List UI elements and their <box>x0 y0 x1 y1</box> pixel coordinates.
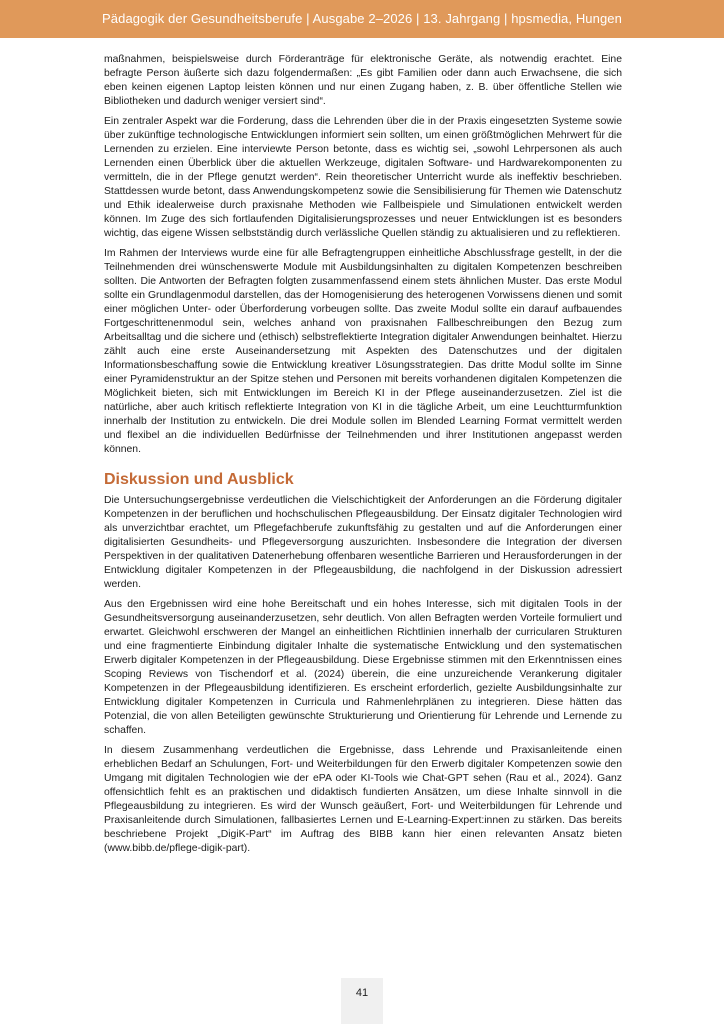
section-heading: Diskussion und Ausblick <box>104 471 294 488</box>
body-paragraph: Ein zentraler Aspekt war die Forderung, dass die Lehrenden über die in der Praxis eingesetzten Systeme sowie über zukünftige technologische Entwicklungen informiert sein sollten, um einen größtmöglichen Mehrwert für die Lernenden zu erzielen. Eine interviewte Person betonte, dass es wichtig sei, „sowohl Lehrpersonen als auch Lernenden einen Überblick über die aktuellen Werkzeuge, digitalen Software- und Hardwarekomponenten zu vermitteln, die in der Pflege genutzt werden“. Rein theoretischer Unterricht wurde als ineffektiv beschrieben. Stattdessen wurde betont, dass Anwendungskompetenz sowie die Sensibilisierung für Themen wie Datenschutz und Ethik idealerweise durch praxisnahe Methoden wie Fallbeispiele und Simulationen entwickelt werden können. Im Zuge des sich fortlaufenden Digitalisierungsprozesses und neuer Entwicklungen ist es besonders wichtig, das eigene Wissen selbstständig durch verlässliche Quellen ständig zu aktualisieren und zu reflektieren. <box>104 116 622 239</box>
article-body <box>104 53 622 862</box>
running-header <box>0 0 724 38</box>
body-paragraph: Aus den Ergebnissen wird eine hohe Bereitschaft und ein hohes Interesse, sich mit digitalen Tools in der Gesundheitsversorgung auseinanderzusetzen, sehr deutlich. Von allen Befragten werden Vorteile formuliert und erwartet. Gleichwohl erschweren der Mangel an einheitlichen Richtlinien innerhalb der curricularen Strukturen und eine fragmentierte Einbindung digitaler Inhalte die systematische Entwicklung und den systematischen Erwerb digitaler Kompetenzen in der Pflegeausbildung. Diese Ergebnisse stimmen mit den Erkenntnissen eines Scoping Reviews von Tischendorf et al. (2024) überein, die eine unzureichende Verankerung digitaler Kompetenzen in der Pflegeausbildung identifizieren. Es erscheint erforderlich, gezielte Ausbildungsinhalte zur Entwicklung digitaler Kompetenzen in Curricula und Rahmenlehrplänen zu integrieren. Diese hätten das Potenzial, die von allen Beteiligten gewünschte Strukturierung und Orientierung für Lehrende und Lernende zu schaffen. <box>104 599 622 736</box>
body-paragraph: maßnahmen, beispielsweise durch Förderanträge für elektronische Geräte, als notwendig erachtet. Eine befragte Person äußerte sich dazu folgendermaßen: „Es gibt Familien oder dann auch Erwachsene, die sich eben keinen eigenen Laptop leisten können und nur einen Zugang haben, z. B. über öffentliche Stellen wie Bibliotheken und dadurch weniger versiert sind“. <box>104 54 622 107</box>
body-paragraph: Im Rahmen der Interviews wurde eine für alle Befragtengruppen einheitliche Abschlussfrage gestellt, in der die Teilnehmenden drei wünschenswerte Module mit Ausbildungsinhalten zu digitalen Kompetenzen beschreiben sollten. Die Antworten der Befragten folgten zusammenfassend einem stets ähnlichen Muster. Das erste Modul sollte ein Grundlagenmodul darstellen, das der Homogenisierung des heterogenen Vorwissens dienen und somit einer möglichen Unter- oder Überforderung vorbeugen sollte. Das zweite Modul sollte ein darauf aufbauendes Fortgeschrittenenmodul sein, welches anhand von praxisnahen Fallbeschreibungen den Bezug zum Arbeitsalltag und die sichere und (ethisch) selbstreflektierte Integration digitaler Anwendungen beinhaltet. Hierzu zählt auch eine erste Auseinandersetzung mit Aspekten des Datenschutzes und der digitalen Informationsbeschaffung sowie die Entwicklung kreativer Lösungsstrategien. Das dritte Modul sollte im Sinne einer Pyramidenstruktur an der Spitze stehen und Personen mit bereits vorhandenen digitalen Kompetenzen die Möglichkeit bieten, sich mit Entwicklungen im Bereich KI in der Pflege auseinanderzusetzen. Ziel ist die natürliche, aber auch kritisch reflektierte Integration von KI in die tägliche Arbeit, um eine Leuchtturmfunktion innerhalb der Institution zu entwickeln. Die drei Module sollen im Blended Learning Format vermittelt werden und flexibel an die individuellen Bedürfnisse der Teilnehmenden und ihrer Institutionen angepasst werden können. <box>104 248 622 455</box>
body-paragraph: In diesem Zusammenhang verdeutlichen die Ergebnisse, dass Lehrende und Praxisanleitende einen erheblichen Bedarf an Schulungen, Fort- und Weiterbildungen für den Erwerb digitaler Kompetenzen sowie den Umgang mit digitalen Technologien wie der ePA oder KI-Tools wie Chat-GPT sehen (Rau et al., 2024). Ganz offensichtlich fehlt es an praktischen und didaktisch fundierten Ansätzen, um diese Inhalte sinnvoll in die Pflegeausbildung zu integrieren. Es wird der Wunsch geäußert, Fort- und Weiterbildungen für Lehrende und Praxisanleitende durch Simulationen, fallbasiertes Lernen und E-Learning-Expert:innen zu stärken. Das bereits beschriebene Projekt „DigiK-Part“ im Auftrag des BIBB kann hier einen relevanten Ansatz bieten (www.bibb.de/pflege-digik-part). <box>104 745 622 854</box>
running-title: Pädagogik der Gesundheitsberufe | Ausgabe 2–2026 | 13. Jahrgang | hpsmedia, Hungen <box>102 11 622 26</box>
body-paragraph: Die Untersuchungsergebnisse verdeutlichen die Vielschichtigkeit der Anforderungen an die Förderung digitaler Kompetenzen in der beruflichen und hochschulischen Pflegeausbildung. Der Einsatz digitaler Technologien wird als unverzichtbar erachtet, um Pflegefachberufe zukunftsfähig zu gestalten und auf die Anforderungen einer digitalisierten Gesundheits- und Pflegeversorgung auszurichten. Insbesondere die Integration der diversen Perspektiven in der qualitativen Datenerhebung offenbaren wesentliche Barrieren und Herausforderungen in der Entwicklung digitaler Kompetenzen in der Pflegeausbildung, die nachfolgend in der Diskussion adressiert werden. <box>104 495 622 590</box>
page-number: 41 <box>355 987 369 999</box>
page-number-tab <box>341 978 383 1024</box>
